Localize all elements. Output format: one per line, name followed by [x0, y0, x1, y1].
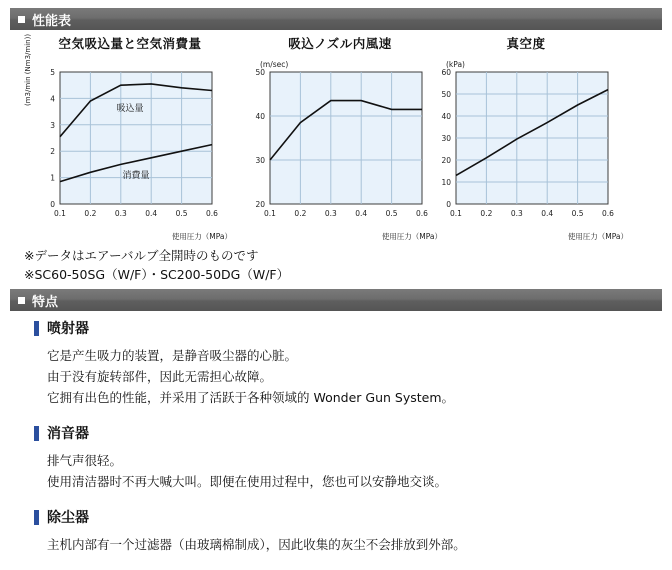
svg-text:50: 50 — [255, 68, 265, 77]
feature-item — [34, 507, 654, 555]
bullet-bar-icon — [34, 510, 39, 525]
x-axis-unit-label: 使用圧力（MPa） — [381, 232, 442, 241]
square-marker-icon — [18, 16, 25, 23]
feature-heading — [34, 507, 654, 527]
svg-text:20: 20 — [255, 200, 265, 209]
feature-title: 消音器 — [47, 426, 89, 442]
feature-item — [34, 423, 654, 492]
chart-vacuum-degree — [420, 34, 632, 244]
svg-text:50: 50 — [441, 90, 451, 99]
feature-line: 由于没有旋转部件，因此无需担心故障。 — [47, 369, 273, 384]
svg-text:10: 10 — [441, 178, 451, 187]
feature-heading — [34, 423, 654, 443]
svg-text:0.5: 0.5 — [385, 209, 398, 218]
section-header-performance — [10, 8, 662, 30]
chart-title: 吸込ノズル内風速 — [288, 36, 392, 51]
svg-text:吸込量: 吸込量 — [116, 104, 144, 114]
feature-body — [34, 450, 654, 492]
plot-svg — [420, 54, 632, 234]
feature-line: 它是产生吸力的装置，是静音吸尘器的心脏。 — [47, 348, 298, 363]
svg-text:0.6: 0.6 — [206, 209, 218, 218]
svg-text:0.3: 0.3 — [114, 209, 127, 218]
section-title-performance: 性能表 — [32, 13, 72, 29]
performance-notes — [24, 246, 289, 284]
svg-text:30: 30 — [255, 156, 265, 165]
feature-line: 主机内部有一个过滤器（由玻璃棉制成），因此收集的灰尘不会排放到外部。 — [47, 537, 466, 552]
svg-text:2: 2 — [50, 147, 55, 157]
svg-text:0.1: 0.1 — [450, 209, 462, 218]
svg-text:0.3: 0.3 — [510, 209, 523, 218]
section-title-features: 特点 — [32, 294, 59, 310]
feature-line: 它拥有出色的性能，并采用了活跃于各种领域的 Wonder Gun System。 — [47, 390, 455, 405]
svg-text:0.1: 0.1 — [54, 209, 66, 218]
note-line: ※データはエアーバルブ全開時のものです — [24, 248, 259, 263]
svg-text:0.5: 0.5 — [175, 209, 188, 218]
svg-text:0.1: 0.1 — [264, 209, 276, 218]
feature-body — [34, 345, 654, 408]
svg-text:60: 60 — [441, 68, 451, 77]
feature-title: 喷射器 — [47, 321, 89, 337]
charts-container — [10, 34, 662, 244]
feature-line: 排气声很轻。 — [47, 453, 123, 468]
svg-text:1: 1 — [50, 173, 55, 183]
feature-item — [34, 318, 654, 408]
svg-text:0.4: 0.4 — [541, 209, 554, 218]
svg-text:0.2: 0.2 — [84, 209, 97, 218]
bullet-bar-icon — [34, 321, 39, 336]
svg-text:0.5: 0.5 — [571, 209, 584, 218]
svg-text:4: 4 — [50, 94, 55, 104]
feature-line: 使用清洁器时不再大喊大叫。即便在使用过程中，您也可以安静地交谈。 — [47, 474, 448, 489]
plot-svg — [24, 54, 236, 234]
plot-area — [234, 54, 446, 242]
note-line: ※SC60-50SG（W/F）・SC200-50DG（W/F） — [24, 267, 290, 282]
svg-text:0.6: 0.6 — [602, 209, 614, 218]
chart-nozzle-velocity — [234, 34, 446, 244]
svg-text:0: 0 — [446, 200, 451, 209]
svg-text:0.2: 0.2 — [480, 209, 493, 218]
chart-title: 真空度 — [506, 36, 546, 51]
svg-text:40: 40 — [255, 112, 265, 121]
svg-text:消費量: 消費量 — [122, 171, 150, 181]
svg-text:0.3: 0.3 — [324, 209, 337, 218]
x-axis-unit-label: 使用圧力（MPa） — [171, 232, 232, 241]
feature-title: 除尘器 — [47, 510, 89, 526]
svg-text:30: 30 — [441, 134, 451, 143]
chart-air-intake-consumption — [24, 34, 236, 244]
y-axis-unit-label: (kPa) — [446, 60, 465, 69]
features-list — [34, 318, 654, 570]
svg-text:0: 0 — [50, 200, 55, 209]
chart-title: 空気吸込量と空気消費量 — [58, 36, 202, 51]
svg-text:0.4: 0.4 — [145, 209, 158, 218]
section-header-features — [10, 289, 662, 311]
square-marker-icon — [18, 297, 25, 304]
plot-svg — [234, 54, 446, 234]
plot-area — [420, 54, 632, 242]
y-axis-unit-label: (m/sec) — [260, 60, 289, 69]
svg-text:0.4: 0.4 — [355, 209, 368, 218]
bullet-bar-icon — [34, 426, 39, 441]
svg-text:5: 5 — [50, 68, 55, 77]
svg-text:20: 20 — [441, 156, 451, 165]
svg-text:0.6: 0.6 — [416, 209, 428, 218]
svg-text:0.2: 0.2 — [294, 209, 307, 218]
feature-heading — [34, 318, 654, 338]
y-axis-unit-label: (m3/min (Nm3/min)) — [24, 33, 32, 106]
svg-text:3: 3 — [50, 120, 55, 130]
svg-text:40: 40 — [441, 112, 451, 121]
feature-body — [34, 534, 654, 555]
x-axis-unit-label: 使用圧力（MPa） — [567, 232, 628, 241]
